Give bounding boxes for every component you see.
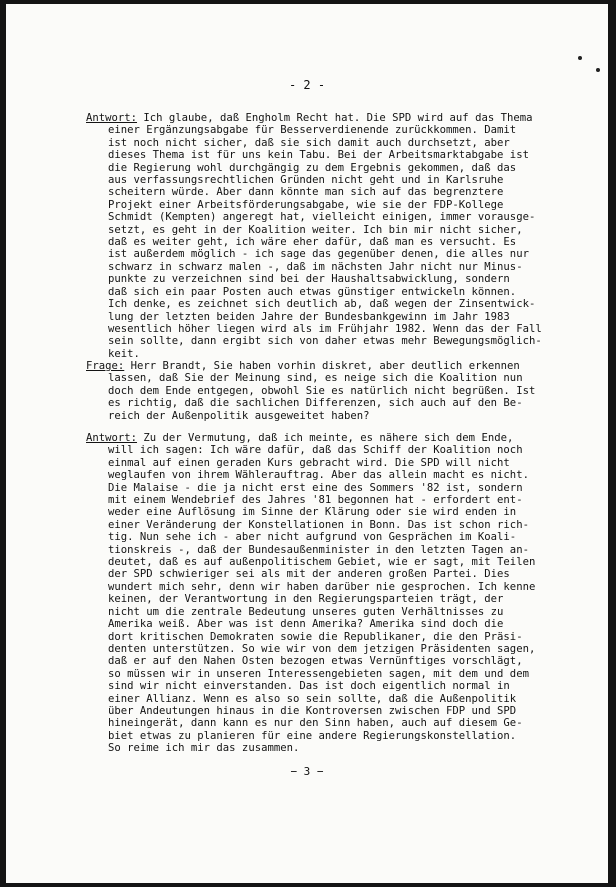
paragraph-first-line xyxy=(86,432,596,444)
speaker-label: Antwort: xyxy=(86,112,138,124)
text-line: sein sollte, dann ergibt sich von daher etwas mehr Bewegungsmöglich- xyxy=(108,335,542,348)
text-line: ist außerdem möglich - ich sage das gegenüber denen, die alles nur xyxy=(108,248,529,261)
text-line: weglaufen von ihrem Wählerauftrag. Aber das allein macht es nicht. xyxy=(108,469,529,482)
text-line: hineingerät, dann kann es nur den Sinn haben, auch auf diesem Ge- xyxy=(108,717,523,730)
answer-paragraph xyxy=(86,112,596,360)
text-line: schwarz in schwarz malen -, daß im nächsten Jahr nicht nur Minus- xyxy=(108,260,523,273)
text-line: Herr Brandt, Sie haben vorhin diskret, aber deutlich erkennen xyxy=(124,360,520,372)
answer-paragraph xyxy=(86,432,596,755)
text-line: einer Allianz. Wenn es also so sein sollte, daß die Außenpolitik xyxy=(108,692,517,705)
text-line: doch dem Ende entgegen, obwohl Sie es natürlich nicht begrüßen. Ist xyxy=(108,384,536,397)
scan-speck xyxy=(578,56,582,60)
text-line: die Regierung wohl durchgängig zu dem Ergebnis gekommen, daß das xyxy=(108,161,517,174)
text-line: daß er auf den Nahen Osten bezogen etwas Vernünftiges vorschlägt, xyxy=(108,655,523,668)
text-line: will ich sagen: Ich wäre dafür, daß das Schiff der Koalition noch xyxy=(108,444,523,457)
text-line: So reime ich mir das zusammen. xyxy=(108,742,300,755)
paragraph-first-line xyxy=(86,112,596,124)
question-paragraph xyxy=(86,360,596,422)
text-line: aus verfassungsrechtlichen Gründen nicht geht und in Karlsruhe xyxy=(108,174,504,187)
next-page-indicator: − 3 − xyxy=(290,765,324,778)
paragraph-first-line xyxy=(86,360,596,372)
text-line: wesentlich höher liegen wird als im Frühjahr 1982. Wenn das der Fall xyxy=(108,322,542,335)
text-line: lung der letzten beiden Jahre der Bundesbankgewinn im Jahr 1983 xyxy=(108,310,510,323)
text-line: es richtig, daß die sachlichen Differenzen, sich auch auf den Be- xyxy=(108,397,523,410)
text-line: daß es weiter geht, ich wäre eher dafür, daß man es versucht. Es xyxy=(108,236,517,249)
text-line: biet etwas zu planieren für eine andere Regierungskonstellation. xyxy=(108,729,517,742)
text-line: lassen, daß Sie der Meinung sind, es neige sich die Koalition nun xyxy=(108,372,523,385)
speaker-label: Frage: xyxy=(86,360,125,372)
text-line: setzt, es geht in der Koalition weiter. Ich bin mir nicht sicher, xyxy=(108,223,523,236)
text-line: wundert mich sehr, denn wir haben darüber nie gesprochen. Ich kenne xyxy=(108,580,536,593)
text-line: Schmidt (Kempten) angeregt hat, vielleicht einigen, immer vorausge- xyxy=(108,211,536,224)
text-line: einer Ergänzungsabgabe für Besserverdienende zurückkommen. Damit xyxy=(108,124,517,137)
text-line: Projekt einer Arbeitsförderungsabgabe, wie sie der FDP-Kollege xyxy=(108,198,504,211)
scan-speck xyxy=(596,68,600,72)
text-line: einer Veränderung der Konstellationen in Bonn. Das ist schon rich- xyxy=(108,518,529,531)
text-line: Ich glaube, daß Engholm Recht hat. Die SPD wird auf das Thema xyxy=(137,112,533,124)
text-line: nicht um die zentrale Bedeutung unseres guten Verhältnisses zu xyxy=(108,605,504,618)
text-line: Ich denke, es zeichnet sich deutlich ab, daß wegen der Zinsentwick- xyxy=(108,298,536,311)
text-line: dieses Thema ist für uns kein Tabu. Bei der Arbeitsmarktabgabe ist xyxy=(108,149,529,162)
text-line: einmal auf einen geraden Kurs gebracht wird. Die SPD will nicht xyxy=(108,456,510,469)
text-line: scheitern würde. Aber dann könnte man sich auf das begrenztere xyxy=(108,186,504,199)
text-line: dort kritischen Demokraten sowie die Republikaner, die den Präsi- xyxy=(108,630,523,643)
page-number: - 2 - xyxy=(288,78,326,92)
text-line: tig. Nun sehe ich - aber nicht aufgrund von Gesprächen im Koali- xyxy=(108,531,517,544)
text-line: sind wir nicht einverstanden. Das ist doch eigentlich normal in xyxy=(108,680,510,693)
speaker-label: Antwort: xyxy=(86,432,138,444)
text-line: keit. xyxy=(108,347,140,360)
text-line: ist noch nicht sicher, daß sie sich damit auch durchsetzt, aber xyxy=(108,136,510,149)
text-line: Zu der Vermutung, daß ich meinte, es nähere sich dem Ende, xyxy=(137,432,514,444)
text-line: Amerika weiß. Aber was ist denn Amerika? Amerika sind doch die xyxy=(108,618,504,631)
text-line: tionskreis -, daß der Bundesaußenminister in den letzten Tagen an- xyxy=(108,543,529,556)
text-line: keinen, der Verantwortung in den Regierungsparteien trägt, der xyxy=(108,593,504,606)
text-line: der SPD schwieriger sei als mit der anderen großen Partei. Dies xyxy=(108,568,510,581)
text-line: mit einem Wendebrief des Jahres '81 begonnen hat - erfordert ent- xyxy=(108,494,523,507)
text-line: reich der Außenpolitik ausgeweitet haben? xyxy=(108,409,370,422)
text-line: punkte zu verzeichnen sind bei der Haushaltsabwicklung, sondern xyxy=(108,273,510,286)
text-line: über Andeutungen hinaus in die Kontroversen zwischen FDP und SPD xyxy=(108,704,517,717)
text-line: Die Malaise - die ja nicht erst eine des Sommers '82 ist, sondern xyxy=(108,481,523,494)
document-page xyxy=(6,4,608,883)
text-line: so müssen wir in unseren Interessengebieten sagen, mit dem und dem xyxy=(108,667,529,680)
text-line: daß sich ein paar Posten auch etwas günstiger entwickeln können. xyxy=(108,285,517,298)
text-line: deutet, daß es auf außenpolitischem Gebiet, wie er sagt, mit Teilen xyxy=(108,556,536,569)
text-line: weder eine Auflösung im Sinne der Klärung oder sie wird enden in xyxy=(108,506,517,519)
text-line: denten unterstützen. So wie wir von dem jetzigen Präsidenten sagen, xyxy=(108,642,536,655)
